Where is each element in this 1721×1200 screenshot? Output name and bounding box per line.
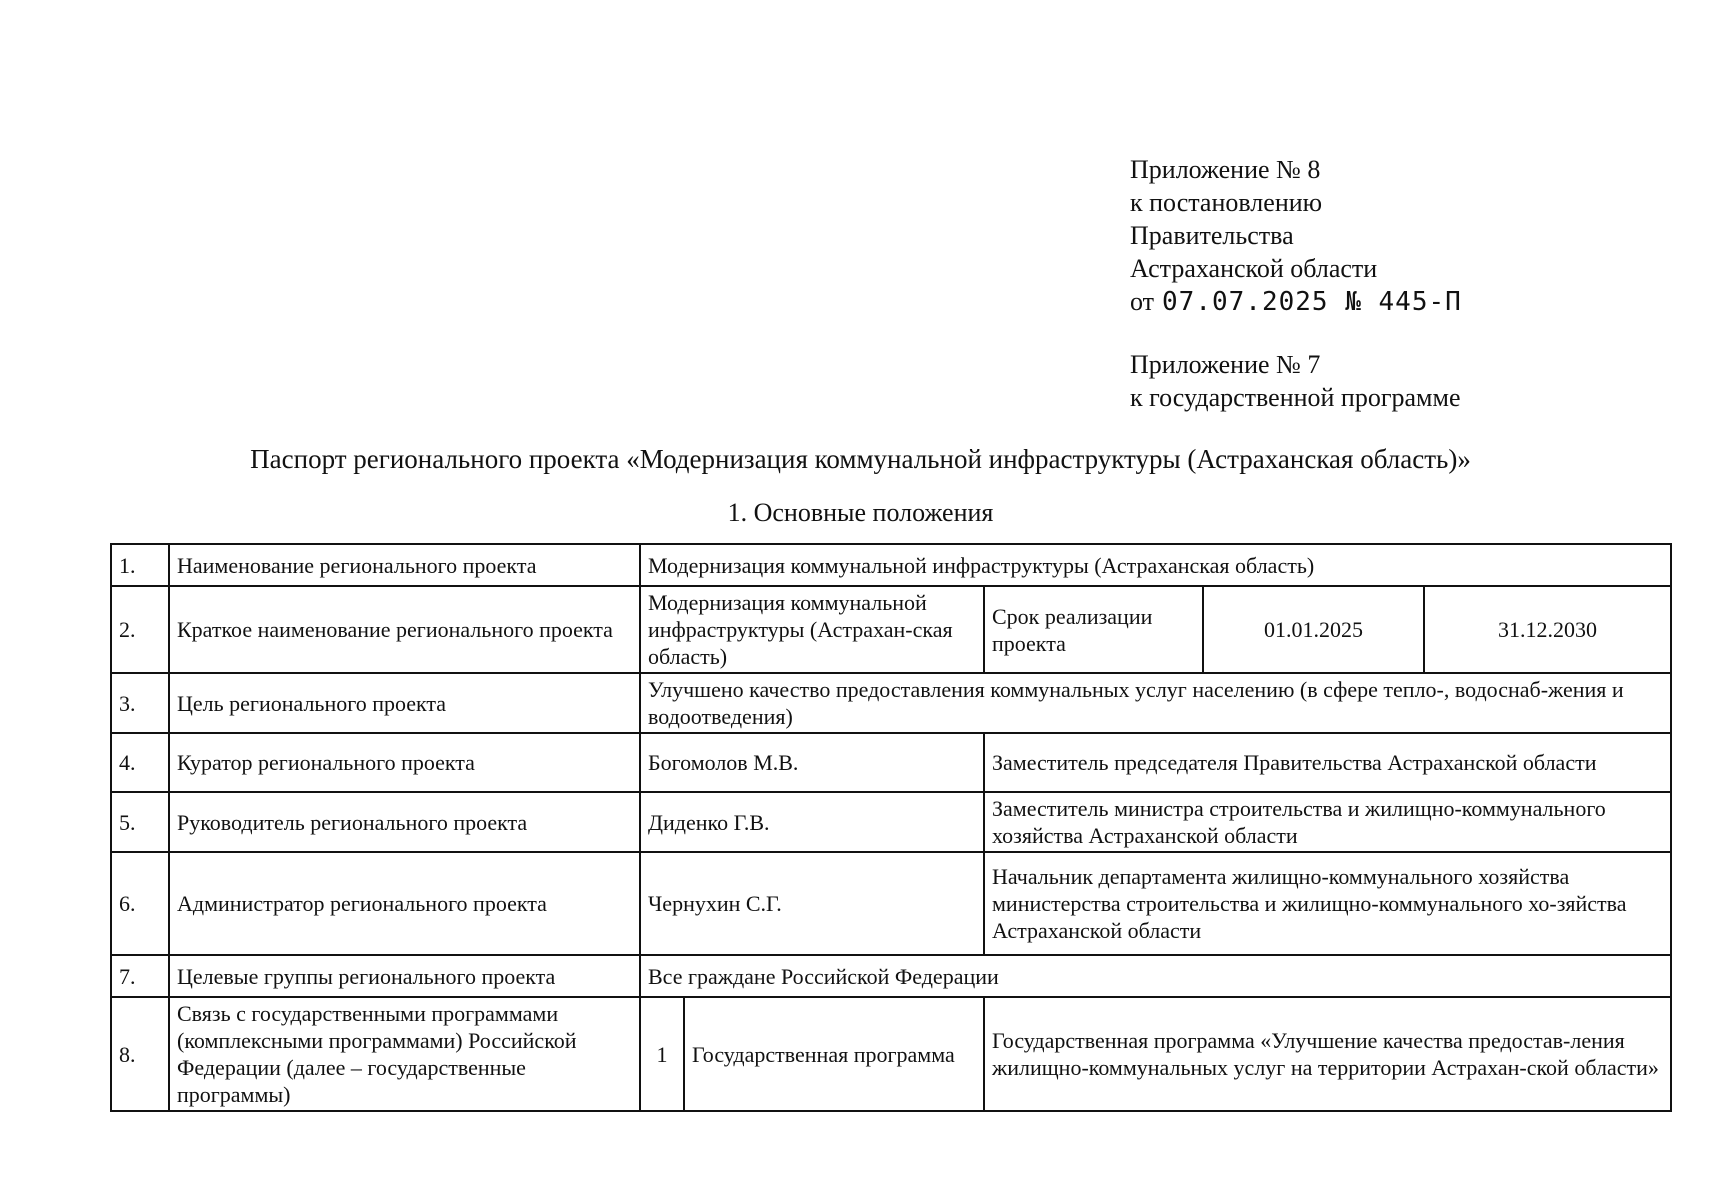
table-row-6 bbox=[111, 852, 1671, 955]
project-goal: Улучшено качество предоставления коммунальных услуг населению (в сфере тепло-, водоснаб-жения и водоотведения) bbox=[640, 673, 1671, 733]
row-number: 1. bbox=[111, 544, 169, 586]
administrator-position: Начальник департамента жилищно-коммунального хозяйства министерства строительства и жилищно-коммунального хо-зяйства Астраханской области bbox=[984, 852, 1671, 955]
appendix-7-block bbox=[1130, 348, 1461, 414]
appendix-7-title: Приложение № 7 bbox=[1130, 350, 1321, 379]
table-row-4 bbox=[111, 733, 1671, 792]
term-label: Срок реализации проекта bbox=[984, 586, 1203, 673]
row-label: Куратор регионального проекта bbox=[169, 733, 640, 792]
row-label: Наименование регионального проекта bbox=[169, 544, 640, 586]
document-title: Паспорт регионального проекта «Модернизация коммунальной инфраструктуры (Астраханская область)» bbox=[250, 444, 1471, 474]
manager-position: Заместитель министра строительства и жилищно-коммунального хозяйства Астраханской области bbox=[984, 792, 1671, 852]
project-short-name: Модернизация коммунальной инфраструктуры (Астрахан-ская область) bbox=[640, 586, 984, 673]
term-start-date: 01.01.2025 bbox=[1203, 586, 1424, 673]
appendix-8-date-line bbox=[1130, 285, 1462, 319]
curator-position: Заместитель председателя Правительства Астраханской области bbox=[984, 733, 1671, 792]
appendix-8-block bbox=[1130, 153, 1462, 319]
row-label: Краткое наименование регионального проекта bbox=[169, 586, 640, 673]
row-number: 5. bbox=[111, 792, 169, 852]
appendix-8-date-prefix: от bbox=[1130, 287, 1155, 316]
row-number: 7. bbox=[111, 955, 169, 997]
passport-table bbox=[110, 543, 1672, 1112]
section-title: 1. Основные положения bbox=[727, 498, 994, 527]
row-number: 4. bbox=[111, 733, 169, 792]
appendix-8-resolution: к постановлению bbox=[1130, 188, 1323, 217]
term-end-date: 31.12.2030 bbox=[1424, 586, 1671, 673]
appendix-8-title: Приложение № 8 bbox=[1130, 155, 1321, 184]
appendix-8-date-stamp: 07.07.2025 № 445-П bbox=[1162, 287, 1462, 317]
administrator-name: Чернухин С.Г. bbox=[640, 852, 984, 955]
appendix-7-program: к государственной программе bbox=[1130, 383, 1461, 412]
appendix-8-government: Правительства bbox=[1130, 221, 1294, 250]
row-label: Руководитель регионального проекта bbox=[169, 792, 640, 852]
row-label: Целевые группы регионального проекта bbox=[169, 955, 640, 997]
table-row-8 bbox=[111, 997, 1671, 1111]
program-name: Государственная программа «Улучшение качества предостав-ления жилищно-коммунальных услуг на территории Астрахан-ской области» bbox=[984, 997, 1671, 1111]
table-row-5 bbox=[111, 792, 1671, 852]
manager-name: Диденко Г.В. bbox=[640, 792, 984, 852]
project-full-name: Модернизация коммунальной инфраструктуры (Астраханская область) bbox=[640, 544, 1671, 586]
program-sub-number: 1 bbox=[640, 997, 684, 1111]
table-row-1 bbox=[111, 544, 1671, 586]
program-type: Государственная программа bbox=[684, 997, 984, 1111]
target-groups: Все граждане Российской Федерации bbox=[640, 955, 1671, 997]
curator-name: Богомолов М.В. bbox=[640, 733, 984, 792]
row-label: Администратор регионального проекта bbox=[169, 852, 640, 955]
table-row-3 bbox=[111, 673, 1671, 733]
row-number: 3. bbox=[111, 673, 169, 733]
row-number: 8. bbox=[111, 997, 169, 1111]
table-row-7 bbox=[111, 955, 1671, 997]
row-label: Цель регионального проекта bbox=[169, 673, 640, 733]
appendix-8-region: Астраханской области bbox=[1130, 254, 1378, 283]
row-number: 6. bbox=[111, 852, 169, 955]
row-label: Связь с государственными программами (комплексными программами) Российской Федерации (далее – государственные программы) bbox=[169, 997, 640, 1111]
row-number: 2. bbox=[111, 586, 169, 673]
table-row-2 bbox=[111, 586, 1671, 673]
